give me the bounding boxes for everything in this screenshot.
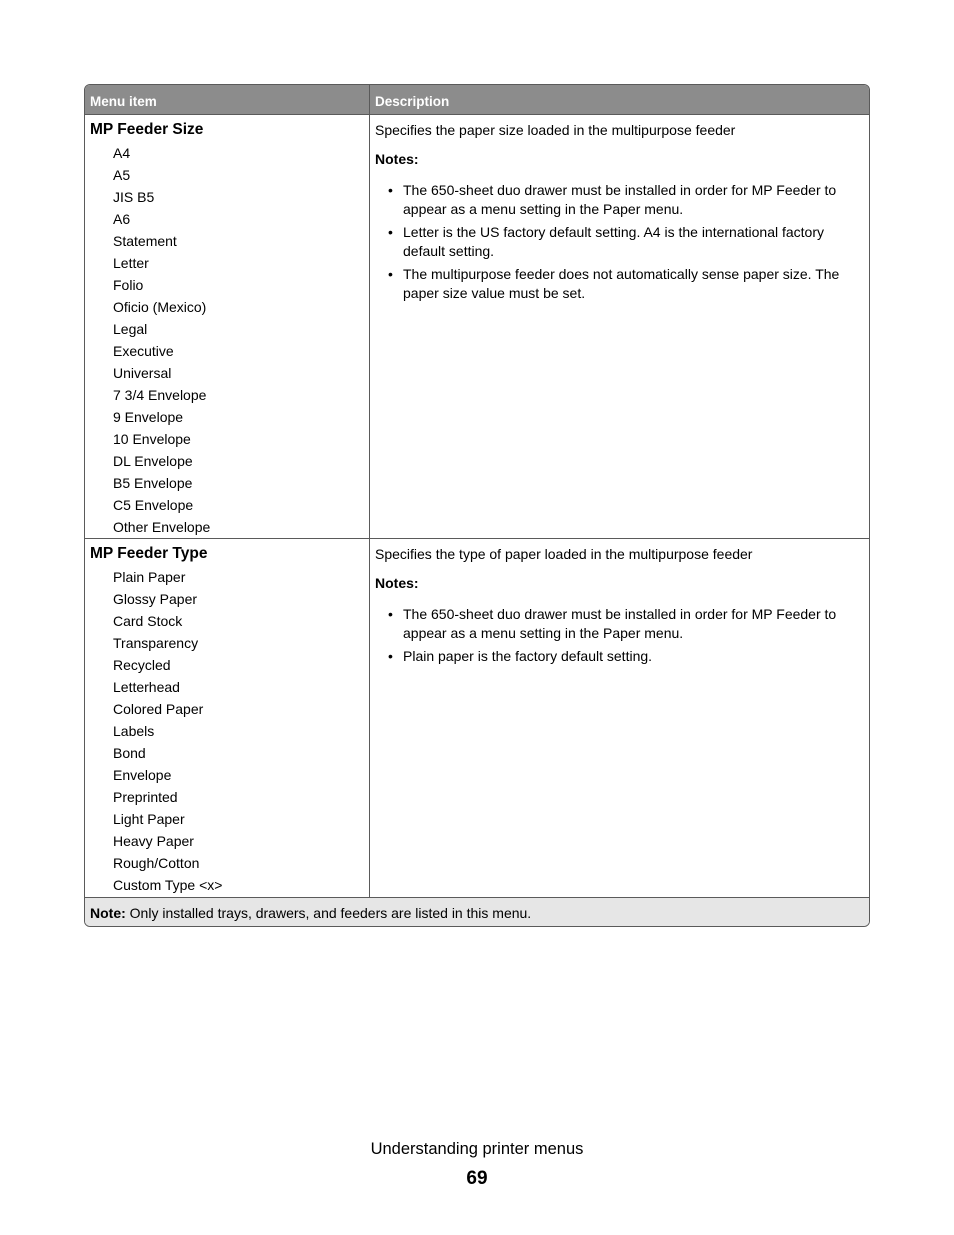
list-item: 9 Envelope xyxy=(113,409,184,425)
notes-label: Notes: xyxy=(375,151,419,167)
description-text: Specifies the type of paper loaded in the multipurpose feeder xyxy=(375,546,753,562)
list-item: Oficio (Mexico) xyxy=(113,299,207,315)
header-description: Description xyxy=(375,94,450,109)
notes-list xyxy=(375,605,861,666)
footnote-label: Note: xyxy=(90,905,126,921)
note-text: Plain paper is the factory default setting. xyxy=(403,648,653,664)
list-item: Labels xyxy=(113,723,155,739)
list-item: Letter xyxy=(113,255,149,271)
note-item xyxy=(375,265,861,303)
list-item: Folio xyxy=(113,277,144,293)
list-item: Other Envelope xyxy=(113,519,211,535)
list-item: JIS B5 xyxy=(113,189,155,205)
list-item: Bond xyxy=(113,745,146,761)
page-footer xyxy=(0,1138,954,1193)
list-item: Plain Paper xyxy=(113,569,186,585)
list-item: Rough/Cotton xyxy=(113,855,200,871)
list-item: A5 xyxy=(113,167,131,183)
list-item: Heavy Paper xyxy=(113,833,194,849)
footnote-text: Only installed trays, drawers, and feeders are listed in this menu. xyxy=(125,905,532,921)
note-text: The multipurpose feeder does not automatically sense paper size. The paper size value must be set. xyxy=(403,266,840,301)
list-item: Letterhead xyxy=(113,679,180,695)
list-item: 10 Envelope xyxy=(113,431,191,447)
notes-label: Notes: xyxy=(375,575,419,591)
table-row xyxy=(85,115,869,539)
notes-list xyxy=(375,181,861,303)
table-row xyxy=(85,539,869,898)
note-item xyxy=(375,605,861,643)
table-header xyxy=(85,85,869,115)
note-text: The 650-sheet duo drawer must be installed in order for MP Feeder to appear as a menu setting in the Paper menu. xyxy=(403,606,837,641)
list-item: Glossy Paper xyxy=(113,591,198,607)
description-cell xyxy=(370,539,869,897)
menu-item-title: MP Feeder Type xyxy=(90,545,208,562)
option-list xyxy=(90,566,369,896)
list-item: Preprinted xyxy=(113,789,178,805)
bullet-icon: • xyxy=(388,648,393,664)
bullet-icon: • xyxy=(388,182,393,198)
menu-item-cell xyxy=(85,115,370,538)
list-item: Colored Paper xyxy=(113,701,204,717)
list-item: Light Paper xyxy=(113,811,185,827)
list-item: 7 3/4 Envelope xyxy=(113,387,207,403)
list-item: C5 Envelope xyxy=(113,497,194,513)
list-item: Transparency xyxy=(113,635,199,651)
list-item: Card Stock xyxy=(113,613,183,629)
list-item: DL Envelope xyxy=(113,453,193,469)
note-text: Letter is the US factory default setting. A4 is the international factory default setting. xyxy=(403,224,825,259)
list-item: Statement xyxy=(113,233,177,249)
bullet-icon: • xyxy=(388,224,393,240)
bullet-icon: • xyxy=(388,266,393,282)
list-item: Universal xyxy=(113,365,172,381)
note-item xyxy=(375,223,861,261)
list-item: B5 Envelope xyxy=(113,475,193,491)
note-text: The 650-sheet duo drawer must be installed in order for MP Feeder to appear as a menu setting in the Paper menu. xyxy=(403,182,837,217)
option-list xyxy=(90,142,369,538)
page-number: 69 xyxy=(466,1168,488,1189)
description-text: Specifies the paper size loaded in the multipurpose feeder xyxy=(375,122,736,138)
menu-item-cell xyxy=(85,539,370,897)
list-item: Recycled xyxy=(113,657,171,673)
description-cell xyxy=(370,115,869,538)
list-item: Custom Type <x> xyxy=(113,877,223,893)
header-menu-item: Menu item xyxy=(85,85,370,114)
list-item: A4 xyxy=(113,145,131,161)
section-title: Understanding printer menus xyxy=(370,1140,584,1158)
list-item: Legal xyxy=(113,321,148,337)
menu-table xyxy=(84,84,870,927)
note-item xyxy=(375,647,861,666)
note-item xyxy=(375,181,861,219)
list-item: Executive xyxy=(113,343,174,359)
table-footnote xyxy=(85,898,869,926)
menu-item-title: MP Feeder Size xyxy=(90,121,204,138)
list-item: A6 xyxy=(113,211,131,227)
bullet-icon: • xyxy=(388,606,393,622)
list-item: Envelope xyxy=(113,767,172,783)
